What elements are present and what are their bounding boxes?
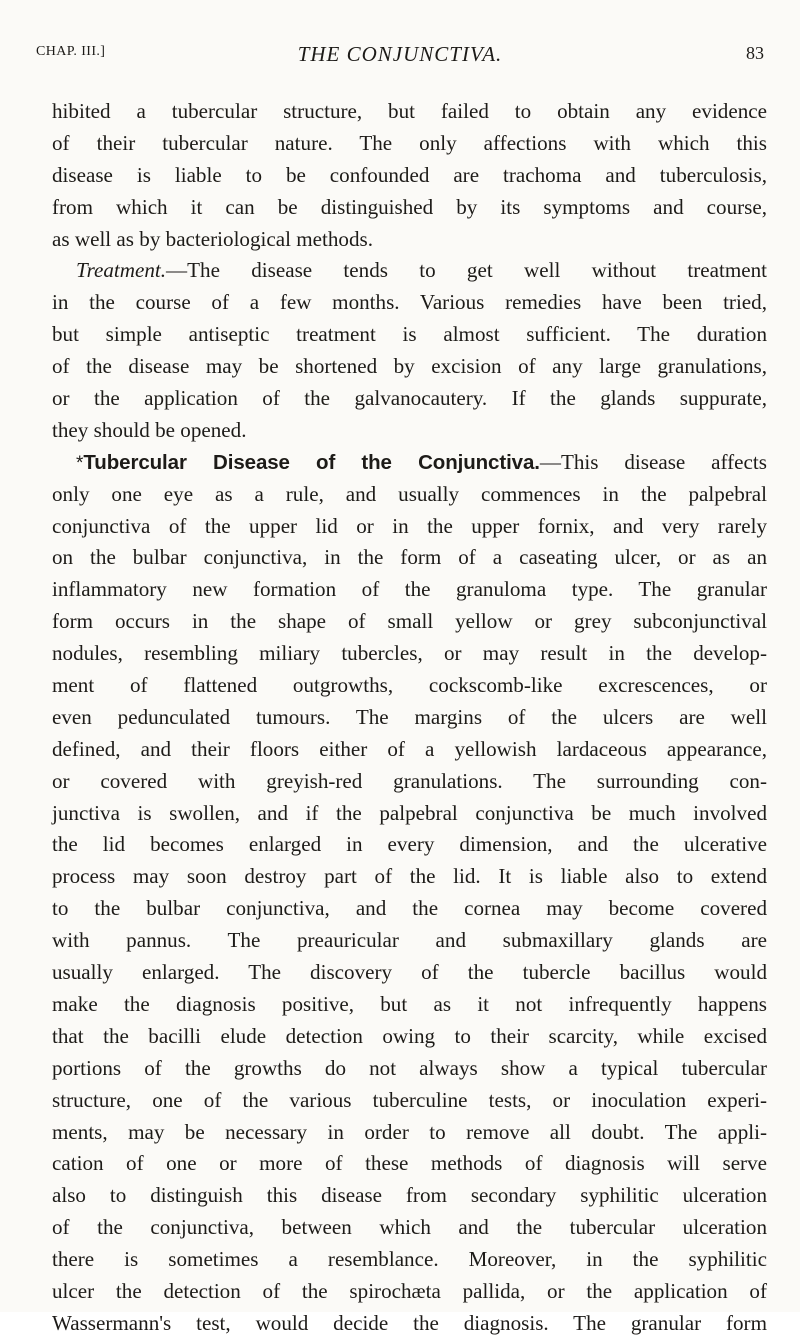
- treatment-line-5: or the application of the galvanocautery. If the glands suppurate,: [52, 386, 767, 411]
- treatment-label: Treatment.: [76, 258, 167, 283]
- tubercular-line-11: or covered with greyish-red granulations. The surrounding con-: [52, 768, 767, 793]
- tubercular-line-14: process may soon destroy part of the lid. It is liable also to extend: [52, 864, 767, 889]
- treatment-line-2: in the course of a few months. Various remedies have been tried,: [52, 290, 767, 315]
- tubercular-line-23: cation of one or more of these methods of diagnosis will serve: [52, 1151, 767, 1176]
- page-number: 83: [746, 43, 764, 63]
- tubercular-line-15: to the bulbar conjunctiva, and the cornea may become covered: [52, 896, 767, 921]
- running-title: THE CONJUNCTIVA.: [297, 42, 503, 66]
- tubercular-line-18: make the diagnosis positive, but as it not infrequently happens: [52, 991, 767, 1016]
- tubercular-line-7: nodules, resembling miliary tubercles, or may result in the develop-: [52, 641, 767, 666]
- section-first-line-text: —This disease affects: [539, 449, 767, 474]
- tubercular-line-4: on the bulbar conjunctiva, in the form of a caseating ulcer, or as an: [52, 545, 767, 570]
- para1-line-4: from which it can be distinguished by its symptoms and course,: [52, 194, 767, 219]
- tubercular-line-21: structure, one of the various tuberculine tests, or inoculation experi-: [52, 1087, 767, 1112]
- tubercular-line-12: junctiva is swollen, and if the palpebral conjunctiva be much involved: [52, 800, 767, 825]
- tubercular-line-8: ment of flattened outgrowths, cockscomb-like excrescences, or: [52, 673, 767, 698]
- treatment-line-6: they should be opened.: [52, 417, 247, 442]
- tubercular-line-27: ulcer the detection of the spirochæta pallida, or the application of: [52, 1278, 767, 1303]
- tubercular-line-2: only one eye as a rule, and usually commences in the palpebral: [52, 481, 767, 506]
- treatment-line-4: of the disease may be shortened by excision of any large granulations,: [52, 354, 767, 379]
- para1-line-1: hibited a tubercular structure, but failed to obtain any evidence: [52, 99, 767, 123]
- para1-line-3: disease is liable to be confounded are trachoma and tuberculosis,: [52, 162, 767, 187]
- tubercular-line-25: of the conjunctiva, between which and the tubercular ulceration: [52, 1215, 767, 1240]
- tubercular-line-24: also to distinguish this disease from secondary syphilitic ulceration: [52, 1183, 767, 1208]
- treatment-paragraph-first-line: [52, 255, 767, 287]
- tubercular-line-17: usually enlarged. The discovery of the tubercle bacillus would: [52, 960, 767, 985]
- tubercular-section-first-line: [52, 447, 767, 479]
- tubercular-line-6: form occurs in the shape of small yellow or grey subconjunctival: [52, 609, 767, 634]
- tubercular-line-22: ments, may be necessary in order to remove all doubt. The appli-: [52, 1119, 767, 1144]
- tubercular-line-3: conjunctiva of the upper lid or in the upper fornix, and very rarely: [52, 513, 767, 538]
- tubercular-line-20: portions of the growths do not always show a typical tubercular: [52, 1055, 767, 1080]
- tubercular-line-19: that the bacilli elude detection owing to their scarcity, while excised: [52, 1023, 767, 1048]
- tubercular-line-16: with pannus. The preauricular and submaxillary glands are: [52, 928, 767, 953]
- para1-line-2: of their tubercular nature. The only affections with which this: [52, 130, 767, 155]
- chapter-label: CHAP. III.]: [36, 44, 106, 59]
- treatment-first-line-text: —The disease tends to get well without treatment: [166, 258, 767, 283]
- treatment-line-3: but simple antiseptic treatment is almost sufficient. The duration: [52, 322, 767, 347]
- main-text: [52, 96, 767, 1340]
- section-heading: Tubercular Disease of the Conjunctiva.: [83, 450, 540, 474]
- footnote-marker: *: [76, 452, 84, 474]
- tubercular-line-9: even pedunculated tumours. The margins of the ulcers are well: [52, 704, 767, 729]
- tubercular-line-26: there is sometimes a resemblance. Moreover, in the syphilitic: [52, 1247, 767, 1272]
- tubercular-line-5: inflammatory new formation of the granuloma type. The granular: [52, 577, 767, 602]
- tubercular-line-28: Wassermann's test, would decide the diagnosis. The granular form: [52, 1310, 767, 1335]
- para1-line-5: as well as by bacteriological methods.: [52, 226, 373, 251]
- tubercular-line-10: defined, and their floors either of a yellowish lardaceous appearance,: [52, 736, 767, 761]
- running-header: [36, 42, 764, 68]
- tubercular-line-13: the lid becomes enlarged in every dimension, and the ulcerative: [52, 832, 767, 857]
